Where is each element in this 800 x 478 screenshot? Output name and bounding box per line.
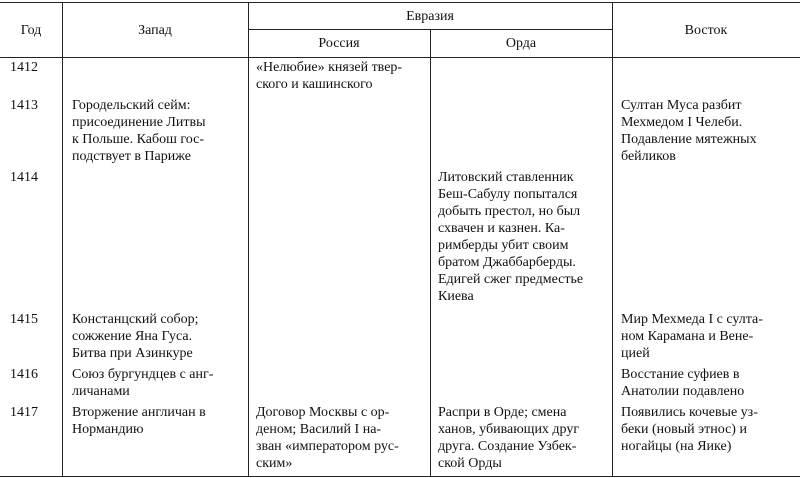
table-bottom-rule xyxy=(0,476,800,477)
year-1414: 1414 xyxy=(10,170,38,185)
col-rule-4 xyxy=(612,2,613,477)
header-east: Восток xyxy=(684,23,728,38)
header-russia: Россия xyxy=(318,36,360,51)
year-1416: 1416 xyxy=(10,367,38,382)
russia-1412: «Нелюбие» князей твер- ского и кашинского xyxy=(256,60,403,92)
header-eurasia: Евразия xyxy=(406,9,454,24)
year-1415: 1415 xyxy=(10,312,38,327)
east-1413: Султан Муса разбит Мехмедом I Челеби. Подавление мятежных бейликов xyxy=(621,98,757,164)
header-year: Год xyxy=(20,23,42,38)
west-1415: Констанцский собор; сожжение Яна Гуса. Битва при Азинкуре xyxy=(72,312,199,361)
russia-1417: Договор Москвы с ор- деном; Василий I на- зван «императором рус- ским» xyxy=(256,405,399,471)
header-horde: Орда xyxy=(505,36,537,51)
east-1417: Появились кочевые уз- беки (новый этнос) и ногайцы (на Яике) xyxy=(621,405,758,454)
west-1413: Городельский сейм: присоединение Литвы к Польше. Кабош гос- подствует в Париже xyxy=(72,98,206,164)
year-1417: 1417 xyxy=(10,405,38,420)
header-west: Запад xyxy=(138,23,172,38)
year-1413: 1413 xyxy=(10,98,38,113)
col-rule-1 xyxy=(62,2,63,477)
table-top-rule xyxy=(0,2,800,3)
horde-1417: Распри в Орде; смена ханов, убивающих друг друга. Создание Узбек- ской Орды xyxy=(438,405,580,471)
west-1417: Вторжение англичан в Нормандию xyxy=(72,405,206,437)
west-1416: Союз бургундцев с анг- личанами xyxy=(72,367,214,399)
east-1416: Восстание суфиев в Анатолии подавлено xyxy=(621,367,745,399)
horde-1414: Литовский ставленник Беш-Сабулу попытался добыть престол, но был схвачен и казнен. Ка- римберды убит своим братом Джаббарберды. Едигей сжег предместье Киева xyxy=(438,170,584,304)
col-rule-2 xyxy=(248,2,249,477)
header-bottom-rule xyxy=(0,57,800,58)
east-1415: Мир Мехмеда I с султа- ном Карамана и Вене- цией xyxy=(621,312,763,361)
year-1412: 1412 xyxy=(10,60,38,75)
col-rule-3 xyxy=(430,29,431,477)
